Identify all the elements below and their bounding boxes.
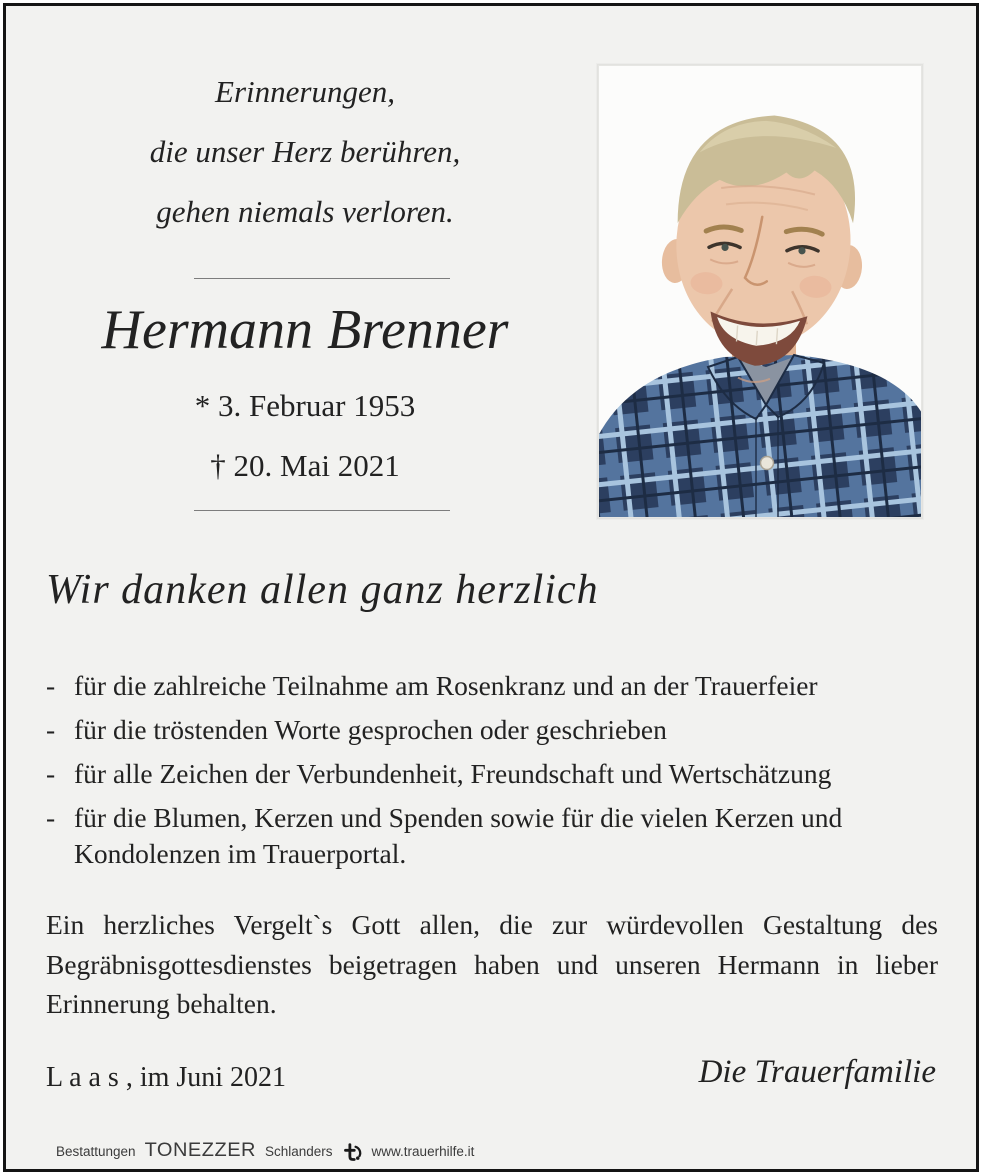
funeral-home-footer xyxy=(56,1139,474,1163)
thanks-heading: Wir danken allen ganz herzlich xyxy=(46,567,599,613)
thanks-item-text: für die zahlreiche Teilnahme am Rosenkranz und an der Trauerfeier xyxy=(74,670,818,701)
memorial-quote xyxy=(30,62,580,242)
death-date: † 20. Mai 2021 xyxy=(210,448,400,483)
list-dash-marker: - xyxy=(46,670,56,701)
trauerhilfe-logo-icon xyxy=(342,1142,363,1166)
quote-line-3: gehen niemals verloren. xyxy=(156,194,454,229)
quote-line-2: die unser Herz berühren, xyxy=(149,134,461,169)
thanks-item xyxy=(46,800,942,872)
thanks-item xyxy=(46,712,942,748)
thanks-item xyxy=(46,756,942,792)
list-dash-marker: - xyxy=(46,714,56,745)
deceased-name: Hermann Brenner xyxy=(101,299,509,361)
quote-line-1: Erinnerungen, xyxy=(215,74,395,109)
list-dash-marker: - xyxy=(46,802,56,833)
thanks-item xyxy=(46,668,942,704)
separator-line-top xyxy=(194,278,450,279)
thanks-item-text: für die Blumen, Kerzen und Spenden sowie für die vielen Kerzen und Kondolenzen im Trauerportal. xyxy=(74,802,843,869)
thanks-item-text: für alle Zeichen der Verbundenheit, Freundschaft und Wertschätzung xyxy=(74,758,832,789)
separator-line-bottom xyxy=(194,510,450,511)
signature-trauerfamilie: Die Trauerfamilie xyxy=(698,1054,936,1090)
list-dash-marker: - xyxy=(46,758,56,789)
memorial-card xyxy=(3,3,979,1172)
footer-website: www.trauerhilfe.it xyxy=(371,1144,475,1159)
thanks-item-text: für die tröstenden Worte gesprochen oder geschrieben xyxy=(74,714,667,745)
thanks-list xyxy=(46,668,942,880)
closing-paragraph: Ein herzliches Vergelt`s Gott allen, die zur würdevollen Gestaltung des Begräbnisgottesdienstes beigetragen haben und unseren Hermann in lieber Erinnerung behalten. xyxy=(46,909,938,1019)
funeral-home-city: Schlanders xyxy=(265,1144,333,1159)
place-and-date: L a a s , im Juni 2021 xyxy=(46,1062,287,1093)
funeral-home-prefix: Bestattungen xyxy=(56,1144,136,1159)
funeral-home-name: TONEZZER xyxy=(144,1139,256,1161)
portrait-illustration xyxy=(598,65,922,518)
portrait-photo xyxy=(598,65,922,518)
birth-date: * 3. Februar 1953 xyxy=(194,388,416,423)
